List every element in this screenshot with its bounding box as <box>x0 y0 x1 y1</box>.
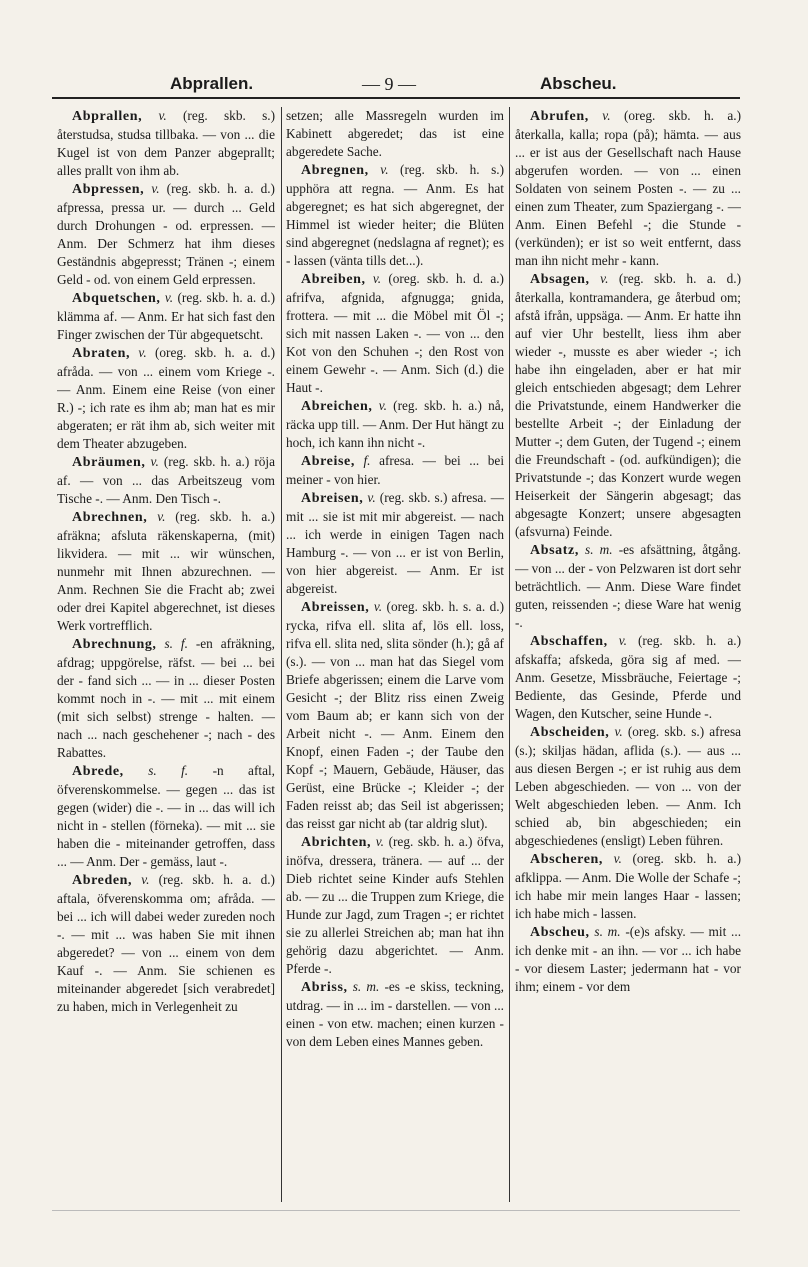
column-2 <box>286 107 504 1205</box>
page-number: — 9 — <box>362 74 416 94</box>
headword: Abrechnung, <box>72 637 157 652</box>
dictionary-entry <box>515 632 741 723</box>
entry-text: (oreg. skb. h. d. a.) afrifva, afgnida, afgnugga; gnida, frottera. — mit ... die Möbel mit Öl -; sich mit nassen Laken -. — von ... den Kot von den Schuhen -; den Rost von einem Gewehr -. — Anm. Sich (d.) die Haut -. <box>286 271 504 395</box>
headword: Abräumen, <box>72 455 146 470</box>
entry-text: -(e)s afsky. — mit ... ich denke mit - an ihn. — vor ... ich habe - vor diesem Laster; jedermann hat - vor ihm; einem - vor dem <box>515 924 741 994</box>
entry-text: (oreg. skb. h. s. a. d.) rycka, rifva ell. slita af, lös ell. loss, rifva ell. slita ned, slita sönder (h.); gå af (s.). — von ... man hat das Siegel vom Briefe abgerissen; einem die Larve vom Gesicht -; der Blitz riss einen Zweig vom Baum ab; er kann sich von der Arbeit nicht -. — Anm. Einem den Knopf, einen Faden -; der Taube den Kopf -; Mauern, Gebäude, Häuser, das Gerüst, eine Brücke -; Kleider -; der Faden reisst ab; das Seil ist abgerissen; das reisst gar nicht ab (tar aldrig slut). <box>286 599 504 831</box>
entry-text: -es afsättning, åtgång. — von ... der - von Pelzwaren ist dort sehr beträchtlich. — Anm. Diese Ware findet guten, reissenden -; diese Ware hat wenig -. <box>515 542 741 630</box>
entry-text: (reg. skb. h. a. d.) afpressa, pressa ur. — durch ... Geld durch Drohungen - od. erpressen. — Anm. Der Schmerz hat ihm dieses Geständnis abgepresst; Tränen -; einem Geld - od. von einem Geld erpressen. <box>57 181 275 287</box>
entry-text: -es -e skiss, teckning, utdrag. — in ... im - darstellen. — von ... einen - von etw. machen; einen kurzen - von dem Leben eines Mannes geben. <box>286 979 504 1049</box>
dictionary-entry <box>515 107 741 270</box>
dictionary-entry <box>57 762 275 871</box>
column-3 <box>515 107 741 1205</box>
headword: Abscheiden, <box>530 725 610 740</box>
dictionary-entry <box>286 978 504 1051</box>
headword: Abreden, <box>72 873 133 888</box>
grammar-label: v. <box>373 599 383 614</box>
grammar-label: v. <box>380 162 389 177</box>
headword: Abquetschen, <box>72 291 161 306</box>
headword: Abprallen, <box>72 109 143 124</box>
entry-text: -n aftal, öfverenskommelse. — gegen ... das ist gegen (wider) die -. — in ... das will ich nicht in - stellen (förneka). — mit ... sie haben die - miteinander getroffen, dass ... — Anm. Der - gemäss, laut -. <box>57 763 275 869</box>
column-divider <box>509 107 510 1202</box>
dictionary-entry <box>57 289 275 344</box>
entry-text: (oreg. skb. h. a.) afklippa. — Anm. Die Wolle der Schafe -; ich habe mir mein langes Haar - lassen; ich habe mich - lassen. <box>515 851 741 921</box>
grammar-label: v. <box>375 834 384 849</box>
grammar-label: v. <box>367 490 376 505</box>
entry-text: (reg. skb. s.) afresa. — mit ... sie ist mit mir abgereist. — nach ... ich werde in einigen Tagen nach Hamburg -. — von ... er ist von Berlin, von hier abgereist. — Anm. Er ist abgereist. <box>286 490 504 596</box>
entry-text: (reg. skb. h. a.) röja af. — von ... das Arbeitszeug vom Tische -. — Anm. Den Tisch -. <box>57 454 275 506</box>
entry-text: afresa. — bei ... bei meiner - von hier. <box>286 453 504 487</box>
entry-text: (reg. skb. s.) återstudsa, studsa tillbaka. — von ... die Kugel ist von dem Panzer abgeprallt; alles prallt von ihm ab. <box>57 108 275 178</box>
grammar-label: f. <box>363 453 371 468</box>
entry-text: (oreg. skb. h. a. d.) afråda. — von ... einem vom Kriege -. — Anm. Einem eine Reise (von einer R.) -; ich rate es ihm ab; man hat es mir abgeraten; er rät ihm ab, sich weiter mit dem Theater abzugeben. <box>57 345 275 451</box>
dictionary-entry <box>515 923 741 996</box>
headword: Abreissen, <box>301 600 370 615</box>
grammar-label: v. <box>613 851 622 866</box>
dictionary-entry <box>286 452 504 489</box>
dictionary-entry <box>286 270 504 397</box>
grammar-label: v. <box>618 633 627 648</box>
bottom-edge <box>52 1210 740 1211</box>
grammar-label: v. <box>138 345 147 360</box>
entry-text: (reg. skb. h. a.) nå, räcka upp till. — Anm. Der Hut hängt zu hoch, ich kann ihn nicht -. <box>286 398 504 450</box>
dictionary-entry <box>286 833 504 978</box>
dictionary-entry <box>57 344 275 453</box>
grammar-label: v. <box>150 454 159 469</box>
column-1 <box>57 107 275 1205</box>
entry-text: (reg. skb. h. a.) afskaffa; afskeda, göra sig af med. — Anm. Gesetze, Missbräuche, Feiertage -; Bediente, das Gesinde, Pferde und Wagen, den Kutscher, seine Hunde -. <box>515 633 741 721</box>
headword: Abreise, <box>301 454 355 469</box>
entry-text: (oreg. skb. s.) afresa (s.); skiljas hädan, aflida (s.). — aus ... aus diesen Bergen -; er ist ruhig aus dem Leben abgeschieden. — von ... von der Welt abgeschieden leben. — Anm. Ich schied ab, bin abgeschieden; ein abgeschiedenes (ensligt) Leben führen. <box>515 724 741 848</box>
dictionary-entry <box>515 270 741 541</box>
entry-text: (oreg. skb. h. a.) återkalla, kalla; ropa (på); hämta. — aus ... er ist aus der Gesellschaft nach Hause abgerufen worden. — von ... einen Soldaten von seinem Posten -. — zu ... einen zum Theater, zum Spaziergang -. — Anm. Einen Befehl -; die Stunde - (verkünden); er ist so weit entfernt, dass man ihn nicht mehr - kann. <box>515 108 741 268</box>
headword: Abriss, <box>301 980 348 995</box>
dictionary-entry <box>286 107 504 161</box>
dictionary-entry <box>515 541 741 632</box>
grammar-label: v. <box>600 271 609 286</box>
dictionary-entry <box>57 871 275 1016</box>
dictionary-entry <box>57 508 275 635</box>
headword: Abrede, <box>72 764 124 779</box>
headword: Abscheren, <box>530 852 604 867</box>
dictionary-entry <box>515 850 741 923</box>
headword: Abreisen, <box>301 491 364 506</box>
headword: Abpressen, <box>72 182 145 197</box>
headword: Abschaffen, <box>530 634 608 649</box>
dictionary-entry <box>286 161 504 270</box>
grammar-label: v. <box>151 181 160 196</box>
headword: Abrichten, <box>301 835 372 850</box>
entry-text: -en afräkning, afdrag; uppgörelse, räfst. — bei ... bei der - fand sich ... — in ... dieser Posten kommt noch in -. — mit ... mit einem (mit sich selbst) strenge - halten. — nach ... nach geschehener -; nach - des Rabattes. <box>57 636 275 760</box>
dictionary-entry <box>286 397 504 452</box>
grammar-label: v. <box>602 108 611 123</box>
headword: Absatz, <box>530 543 579 558</box>
grammar-label: s. m. <box>352 979 380 994</box>
grammar-label: s. m. <box>585 542 613 557</box>
headword: Absagen, <box>530 272 590 287</box>
grammar-label: v. <box>378 398 387 413</box>
grammar-label: s. f. <box>164 636 188 651</box>
header-rule <box>52 97 740 99</box>
entry-text: (reg. skb. h. s.) upphöra att regna. — Anm. Es hat abgeregnet; es hat sich abgeregnet, der Himmel ist wieder heiter; die Blüten sind abgeregnet (nedslagna af regnet); es - lassen (vänta tills det...). <box>286 162 504 268</box>
headword: Abreichen, <box>301 399 373 414</box>
headword: Abreiben, <box>301 272 366 287</box>
header-left-guideword: Abprallen. <box>170 74 254 93</box>
grammar-label: v. <box>158 108 167 123</box>
entry-text: (reg. skb. h. a.) öfva, inöfva, dressera, tränera. — auf ... der Dieb richtet seine Kinder aufs Stehlen ab. — zu ... die Truppen zum Kriege, die Hunde zur Jagd, zum Tragen -; er richtet sie zu allerlei Streichen ab; man hat ihn gehörig dazu abgerichtet. — Anm. Pferde -. <box>286 834 504 976</box>
dictionary-entry <box>57 453 275 508</box>
column-divider <box>281 107 282 1202</box>
dictionary-entry <box>57 107 275 180</box>
grammar-label: v. <box>614 724 623 739</box>
dictionary-entry <box>286 489 504 598</box>
grammar-label: v. <box>164 290 174 305</box>
grammar-label: v. <box>141 872 150 887</box>
grammar-label: s. f. <box>148 763 189 778</box>
entry-text: setzen; alle Massregeln wurden im Kabinett abgeredet; das ist eine abgeredete Sache. <box>286 108 504 159</box>
dictionary-entry <box>57 635 275 762</box>
dictionary-entry <box>57 180 275 289</box>
entry-text: (reg. skb. h. a. d.) aftala, öfverenskomma om; afråda. — bei ... ich will dabei weder zureden noch -. — mit ... was haben Sie mit ihnen abgeredet? — von ... einem von dem Kauf -. — Anm. Sie schienen es miteinander abgeredet [sich verabredet] zu haben, mich in Verlegenheit zu <box>57 872 275 1014</box>
headword: Abraten, <box>72 346 131 361</box>
headword: Abregnen, <box>301 163 369 178</box>
dictionary-entry <box>515 723 741 850</box>
header-right-guideword: Abscheu. <box>540 74 617 93</box>
entry-text: (reg. skb. h. a.) afräkna; afsluta räkenskaperna, (mit) likvidera. — mit ... wir wünschen, nunmehr mit Ihnen abzurechnen. — Anm. Rechnen Sie die Fracht ab; zwei oder drei Kapitel abgerechnet, ist dieses Werk vortrefflich. <box>57 509 275 633</box>
headword: Abrufen, <box>530 109 589 124</box>
headword: Abrechnen, <box>72 510 148 525</box>
grammar-label: v. <box>157 509 166 524</box>
entry-text: (reg. skb. h. a. d.) återkalla, kontramandera, ge återbud om; afstå ifrån, uppsäga. — Anm. Er hatte ihn auf vier Uhr bestellt, liess ihm aber wieder -, musste es aber wieder -; ich habe ihn eingeladen, aber er hat mir gleich entschieden abgesagt; dem Lehrer die Privatstunde, einem Handwerker die bestellte Arbeit -; der Einladung der Mutter -; dem Guten, der Tugend -; einem die Freundschaft - (od. aufkündigen); die Privatstunde -; das Konzert wurde wegen Heiserkeit der Sängerin abgesagt; das abgesagte Konzert; unsere abgesagten (afsvurna) Feinde. <box>515 271 741 539</box>
entry-text: (reg. skb. h. a. d.) klämma af. — Anm. Er hat sich fast den Finger zwischen der Tür abgequetscht. <box>57 290 275 342</box>
grammar-label: s. m. <box>594 924 621 939</box>
dictionary-entry <box>286 598 504 833</box>
grammar-label: v. <box>372 271 382 286</box>
headword: Abscheu, <box>530 925 590 940</box>
